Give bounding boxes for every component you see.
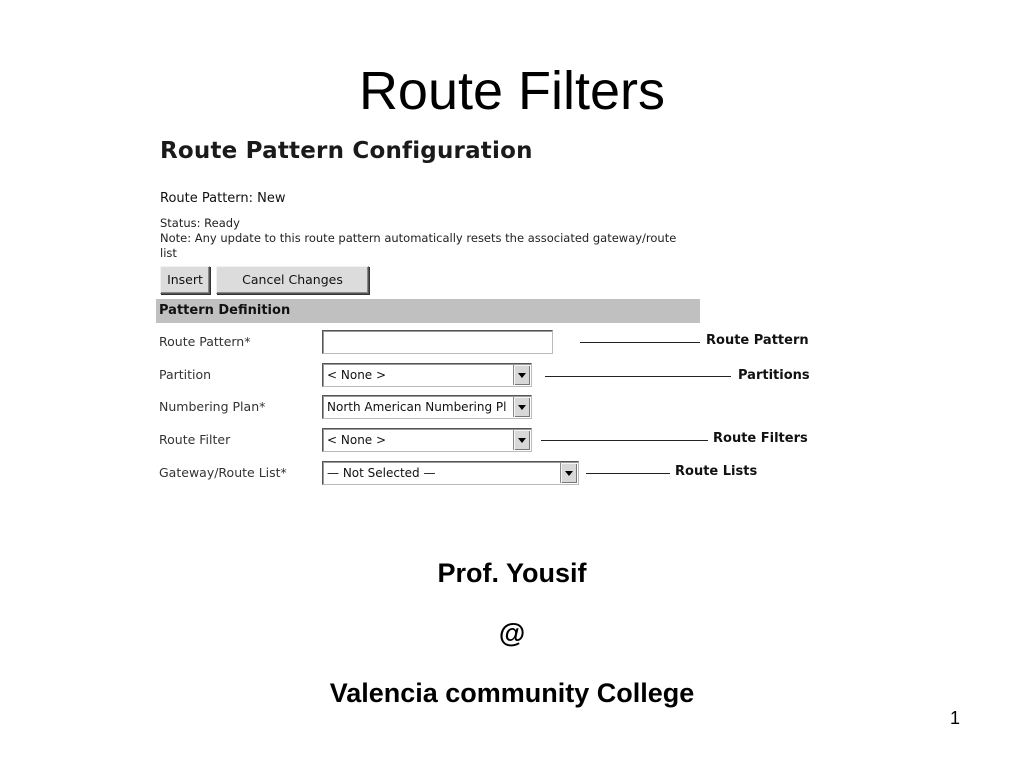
gateway-route-list-selected-value: — Not Selected — (327, 466, 436, 480)
cancel-changes-button[interactable]: Cancel Changes (216, 266, 369, 294)
partition-select[interactable] (322, 363, 532, 387)
chevron-down-icon[interactable] (513, 365, 530, 385)
note-text-line1: Note: Any update to this route pattern automatically resets the associated gateway/route (160, 231, 677, 245)
route-filters-callout-line (541, 440, 708, 441)
partition-label: Partition (159, 367, 212, 382)
numbering-plan-selected-value: North American Numbering Pl (327, 400, 507, 414)
route-pattern-configuration-screenshot (156, 136, 816, 488)
numbering-plan-label: Numbering Plan* (159, 399, 266, 414)
institution-name: Valencia community College (329, 678, 695, 708)
route-lists-callout-line (586, 473, 670, 474)
route-lists-callout: Route Lists (675, 464, 758, 479)
route-pattern-label: Route Pattern* (159, 334, 251, 349)
route-filters-callout: Route Filters (713, 431, 808, 446)
insert-button[interactable]: Insert (160, 266, 210, 294)
author-name: Prof. Yousif (437, 558, 587, 588)
partitions-callout-line (545, 376, 731, 377)
route-filter-label: Route Filter (159, 432, 231, 447)
at-symbol: @ (498, 618, 526, 648)
route-pattern-input[interactable] (322, 330, 553, 354)
route-pattern-status-line: Route Pattern: New (160, 191, 286, 206)
chevron-down-icon[interactable] (513, 430, 530, 450)
status-text: Status: Ready (160, 216, 240, 230)
gateway-route-list-label: Gateway/Route List* (159, 465, 287, 480)
gateway-route-list-select[interactable] (322, 461, 579, 485)
route-filter-selected-value: < None > (327, 433, 387, 447)
partitions-callout: Partitions (738, 368, 810, 383)
chevron-down-icon[interactable] (513, 397, 530, 417)
note-text-line2: list (160, 246, 177, 260)
route-filter-select[interactable] (322, 428, 532, 452)
route-pattern-callout-line (580, 342, 700, 343)
page-number: 1 (950, 708, 961, 728)
route-pattern-callout: Route Pattern (706, 333, 809, 348)
numbering-plan-select[interactable] (322, 395, 532, 419)
chevron-down-icon[interactable] (560, 463, 577, 483)
slide-title: Route Filters (358, 61, 666, 121)
partition-selected-value: < None > (327, 368, 387, 382)
config-heading: Route Pattern Configuration (160, 138, 533, 164)
pattern-definition-header: Pattern Definition (156, 299, 700, 323)
